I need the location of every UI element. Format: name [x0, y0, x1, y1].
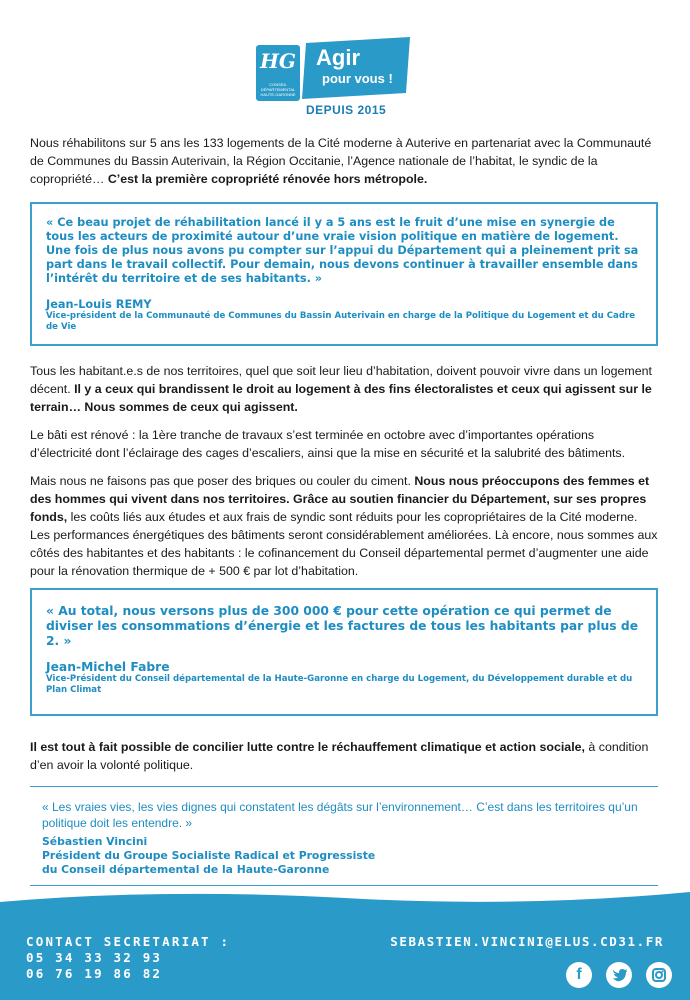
quote-author-role: Vice-président de la Communauté de Communes du Bassin Auterivain en charge de la Politique du Logement et du Cadre de Vie	[46, 311, 636, 332]
paragraph-housing	[30, 362, 658, 416]
intro-paragraph	[30, 134, 658, 188]
paragraph-text: Le bâti est rénové : la 1ère tranche de travaux s’est terminée en octobre avec d’importantes opérations d’électricité dont l’éclairage des cages d’escaliers, ainsi que la mise en sécurité et la salubrité des bâtiments.	[30, 428, 626, 460]
paragraph-renovation	[30, 426, 658, 462]
twitter-icon[interactable]	[606, 962, 632, 988]
paragraph-text: Mais nous ne faisons pas que poser des briques ou couler du ciment.	[30, 474, 415, 488]
quote-box-remy	[30, 202, 658, 346]
quote-author: Jean-Louis REMY	[46, 298, 152, 311]
instagram-icon[interactable]	[646, 962, 672, 988]
paragraph-bold: Nous nous préoccupons des femmes et des hommes qui vivent dans nos territoires. Grâce au soutien financier du Département, sur ses propres fonds,	[30, 474, 650, 524]
logo-letters: HG	[260, 49, 296, 73]
email-link[interactable]: SEBASTIEN.VINCINI@ELUS.CD31.FR	[390, 934, 664, 949]
paragraph-text: Tous les habitant.e.s de nos territoires, quel que soit leur lieu d’habitation, doivent pouvoir vivre dans un logement décent.	[30, 364, 652, 396]
quote-author-role: Président du Groupe Socialiste Radical et Progressiste	[42, 849, 376, 862]
contact-block	[26, 934, 230, 982]
intro-bold: C’est la première copropriété rénovée hors métropole.	[107, 172, 428, 186]
quote-author-role: Vice-Président du Conseil départemental de la Haute-Garonne en charge du Logement, du Développement durable et du Plan Climat	[46, 674, 633, 695]
quote-text: « Ce beau projet de réhabilitation lancé il y a 5 ans est le fruit d’une mise en synergie de tous les acteurs de proximité autour d’une vraie vision politique en matière de logement. Une fois de plus nous avons pu compter sur l’appui du Département qui a pleinement prit sa part dans le travail collectif. Pour demain, nous devons continuer à travailler ensemble dans l’intérêt du territoire et de ses habitants. »	[46, 216, 639, 285]
paragraph-climate	[30, 738, 658, 774]
contact-label: CONTACT SECRETARIAT :	[26, 934, 231, 949]
quote-box-vincini	[30, 786, 658, 886]
logo-title: Agir	[316, 45, 360, 70]
quote-author-role-2: du Conseil départemental de la Haute-Garonne	[42, 863, 330, 876]
phone-2: 06 76 19 86 82	[26, 966, 163, 981]
intro-text: Nous réhabilitons sur 5 ans les 133 logements de la Cité moderne à Auterive en partenariat avec la Communauté de Communes du Bassin Auterivain, la Région Occitanie, l’Agence nationale de l’habitat, le syndic de la copropriété…	[30, 136, 652, 186]
quote-box-fabre	[30, 588, 658, 716]
quote-author: Sébastien Vincini	[42, 835, 148, 848]
phone-1: 05 34 33 32 93	[26, 950, 163, 965]
paragraph-funding	[30, 472, 658, 580]
logo-subtitle: pour vous !	[322, 71, 393, 86]
paragraph-rest: les coûts liés aux études et aux frais de syndic sont réduits pour les copropriétaires de la Cité moderne. Les performances énergétiques des bâtiments seront considérablement améliorées. Là encore, nous sommes aux côtés des habitantes et des habitants : le cofinancement du Conseil départemental permet d’augmenter une aide pour la rénovation thermique de + 500 € par lot d’habitation.	[30, 510, 658, 578]
quote-text: « Au total, nous versons plus de 300 000 € pour cette opération ce qui permet de diviser les consommations d’énergie et les factures de tous les habitants par plus de 2. »	[46, 604, 639, 648]
hg-logo	[256, 45, 300, 101]
paragraph-bold: Il y a ceux qui brandissent le droit au logement à des fins électoralistes et ceux qui agissent sur le terrain… Nous sommes de ceux qui agissent.	[30, 382, 652, 414]
facebook-icon[interactable]: f	[566, 962, 592, 988]
logo-since: DEPUIS 2015	[306, 103, 387, 117]
paragraph-bold: Il est tout à fait possible de concilier lutte contre le réchauffement climatique et action sociale,	[30, 740, 585, 754]
logo-small-text: CONSEIL DÉPARTEMENTAL HAUTE-GARONNE	[260, 82, 296, 97]
paragraph-text: à condition d’en avoir la volonté politique.	[30, 740, 649, 772]
quote-text: « Les vraies vies, les vies dignes qui constatent les dégâts sur l’environnement… C’est dans les territoires qu’un politique doit les entendre. »	[42, 800, 638, 830]
quote-author: Jean-Michel Fabre	[46, 660, 170, 674]
logo	[256, 35, 414, 119]
